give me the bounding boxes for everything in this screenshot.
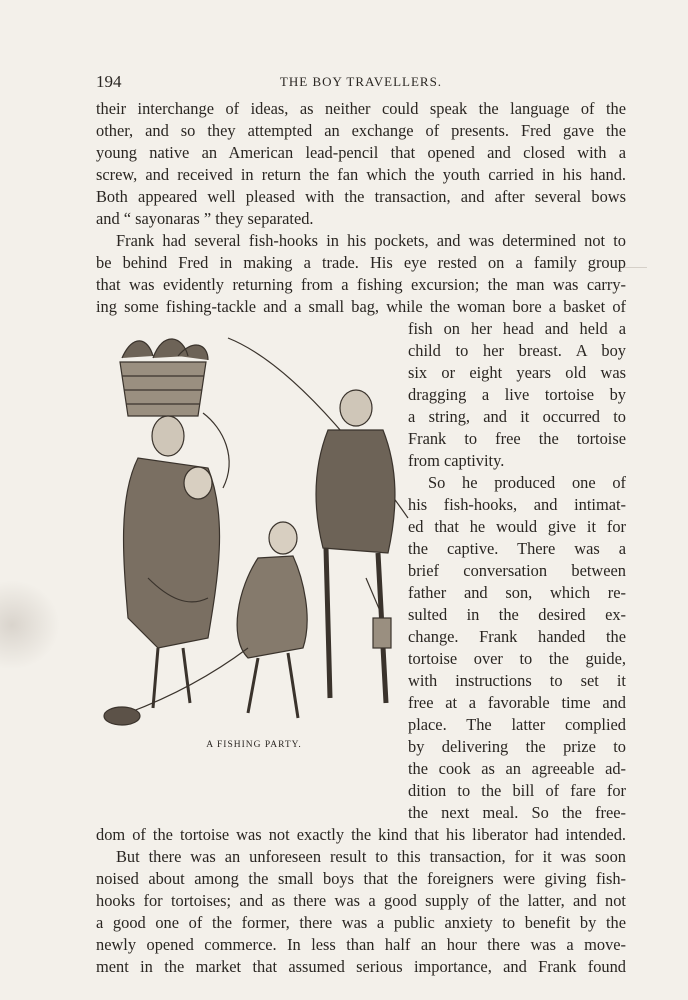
boy-robe [237,556,307,658]
text-line: ed that he would give it for [408,517,626,536]
text-line: dragging a live tortoise by [408,385,626,404]
text-line: a string, and it occurred to [408,407,626,426]
text-line: father and son, which re- [408,583,626,602]
text-line: change. Frank handed the [408,627,626,646]
text-line: by delivering the prize to [408,737,626,756]
figure-caption: A FISHING PARTY. [206,740,302,750]
text-line: be behind Fred in making a trade. His eye rested on a family group [96,253,626,272]
boy-head [269,522,297,554]
text-line: ing some fishing-tackle and a small bag, while the woman bore a basket of [96,297,626,316]
man-head [340,390,372,426]
page-header [96,72,626,94]
text-line: a good one of the former, there was a public anxiety to benefit by the [96,913,626,932]
text-line: and “ sayonaras ” they separated. [96,209,314,228]
text-line: the next meal. So the free- [408,803,626,822]
running-title: THE BOY TRAVELLERS. [279,74,443,89]
text-line: Frank to free the tortoise [408,429,626,448]
man-jacket [316,430,395,553]
text-line: his fish-hooks, and intimat- [408,495,626,514]
text-line: child to her breast. A boy [408,341,626,360]
fish-basket [120,362,206,416]
text-line: Frank had several fish-hooks in his pockets, and was determined not to [116,231,626,250]
text-line: hooks for tortoises; and as there was a good supply of the latter, and not [96,891,626,910]
text-line: Both appeared well pleased with the transaction, and after several bows [96,187,626,206]
text-line: noised about among the small boys that the foreigners were giving fish- [96,869,626,888]
text-line: sulted in the desired ex- [408,605,626,624]
text-line: dom of the tortoise was not exactly the kind that his liberator had intended. [96,825,626,844]
text-line: that was evidently returning from a fishing excursion; the man was carry- [96,275,626,294]
fish [122,339,208,360]
fishing-party-illustration [98,318,410,738]
text-line: newly opened commerce. In less than half an hour there was a move- [96,935,626,954]
text-line: the captive. There was a [408,539,626,558]
page-number: 194 [96,72,122,91]
text-line: with instructions to set it [408,671,626,690]
text-line: their interchange of ideas, as neither could speak the language of the [96,99,626,118]
page-stain [0,580,60,670]
text-line: fish on her head and held a [408,319,626,338]
woman-head [152,416,184,456]
text-line: free at a favorable time and [408,693,626,712]
text-line: dition to the bill of fare for [408,781,626,800]
text-line: So he produced one of [428,473,626,492]
text-line: ment in the market that assumed serious importance, and Frank found [96,957,626,976]
text-line: young native an American lead-pencil that opened and closed with a [96,143,626,162]
text-line: tortoise over to the guide, [408,649,626,668]
text-line: six or eight years old was [408,363,626,382]
text-line: But there was an unforeseen result to this transaction, for it was soon [116,847,626,866]
text-line: the cook as an agreeable ad- [408,759,626,778]
tortoise [104,707,140,725]
engraving-svg [98,318,410,738]
text-line: other, and so they attempted an exchange of presents. Fred gave the [96,121,626,140]
text-line: place. The latter complied [408,715,626,734]
text-line: from captivity. [408,451,505,470]
text-line: screw, and received in return the fan which the youth carried in his hand. [96,165,626,184]
baby [184,467,212,499]
text-line: brief conversation between [408,561,626,580]
small-bag [373,618,391,648]
ink-bleed-mark: ⸻ [620,261,648,273]
